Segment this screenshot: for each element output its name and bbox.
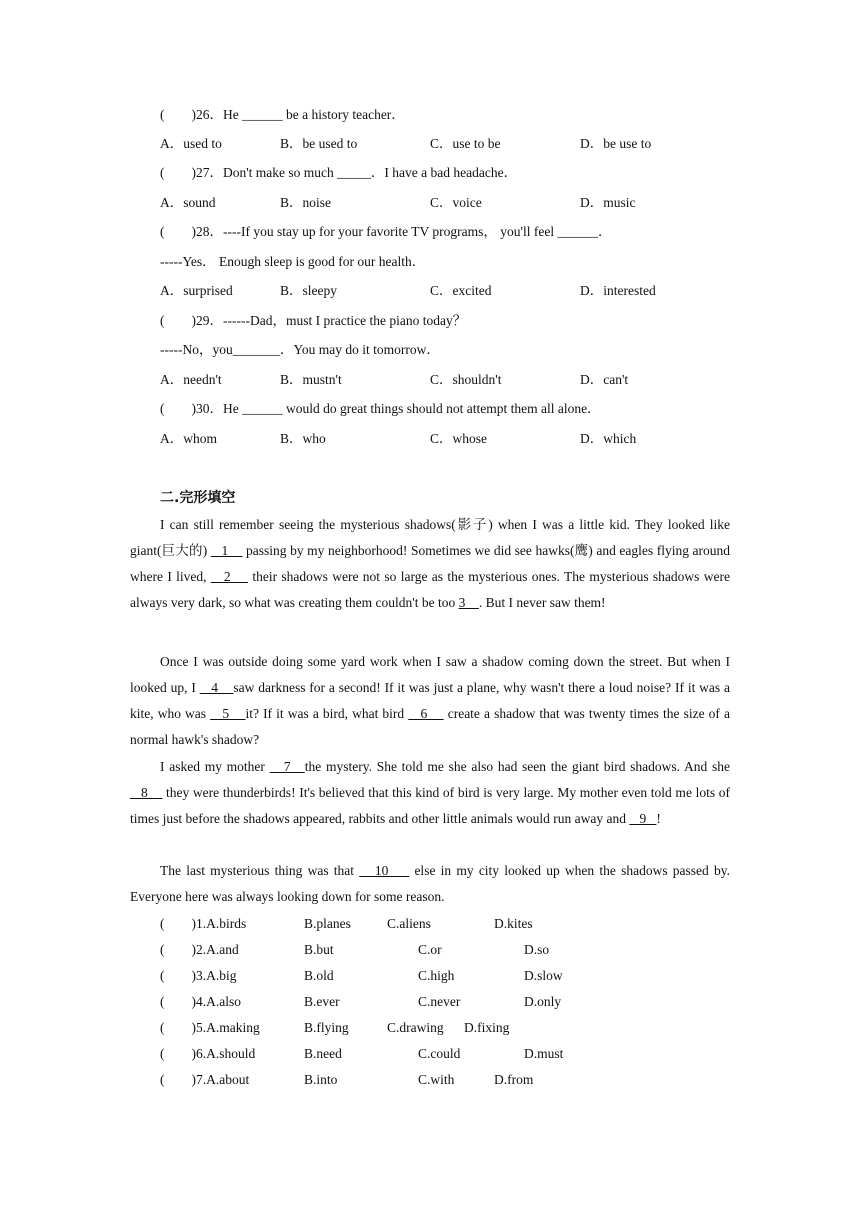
passage-text: passing by my neighborhood! Sometimes we did see hawks(鹰) and eagles flying around where I lived, xyxy=(130,543,730,584)
section-title: 二.完形填空 xyxy=(160,490,236,506)
cloze-3-option-b: B.old xyxy=(304,968,334,983)
cloze-4-option-d: D.only xyxy=(524,994,562,1009)
q28-option-a: A．surprised xyxy=(160,283,233,298)
passage-text: their shadows were not so large as the mysterious ones. The mysterious shadows were always very dark, so what was creating them couldn't be too xyxy=(130,569,730,610)
cloze-7-option-c: C.with xyxy=(418,1072,455,1087)
blank-2: 2 xyxy=(210,569,248,584)
cloze-1-option-a: ( )1.A.birds xyxy=(160,916,247,931)
passage-paragraph-1 xyxy=(130,512,730,616)
cloze-4-option-a: ( )4.A.also xyxy=(160,994,241,1009)
passage-text: else in my city looked up when the shadows passed by. Everyone here was always looking down for some reason. xyxy=(130,863,731,904)
blank-7: 7 xyxy=(269,759,305,774)
q27-option-a: A．sound xyxy=(160,195,216,210)
cloze-1-option-b: B.planes xyxy=(304,916,351,931)
question-29-stem: ( )29．------Dad，must I practice the piano today？ xyxy=(160,313,467,328)
question-27-stem: ( )27．Don't make so much _____．I have a bad headache． xyxy=(160,165,518,180)
blank-4: 4 xyxy=(199,680,234,695)
q27-option-c: C．voice xyxy=(430,195,482,210)
q28-option-b: B．sleepy xyxy=(280,283,337,298)
cloze-5-option-b: B.flying xyxy=(304,1020,349,1035)
cloze-2-option-d: D.so xyxy=(524,942,550,957)
q27-option-b: B．noise xyxy=(280,195,332,210)
cloze-6-option-a: ( )6.A.should xyxy=(160,1046,256,1061)
passage-text: I asked my mother xyxy=(160,759,270,774)
q30-option-a: A．whom xyxy=(160,431,217,446)
q29-option-a: A．needn't xyxy=(160,372,222,387)
blank-1: 1 xyxy=(210,543,243,558)
question-29-stem-reply: -----No，you_______．You may do it tomorrow． xyxy=(160,342,440,357)
cloze-2-option-a: ( )2.A.and xyxy=(160,942,239,957)
passage-text: ! xyxy=(656,811,661,826)
q26-option-d: D．be use to xyxy=(580,136,652,151)
cloze-1-option-c: C.aliens xyxy=(387,916,431,931)
passage-text: the mystery. She told me she also had seen the giant bird shadows. And she xyxy=(304,759,731,774)
cloze-6-option-d: D.must xyxy=(524,1046,564,1061)
cloze-3-option-d: D.slow xyxy=(524,968,563,983)
cloze-5-option-a: ( )5.A.making xyxy=(160,1020,260,1035)
q29-option-b: B．mustn't xyxy=(280,372,342,387)
cloze-3-option-c: C.high xyxy=(418,968,455,983)
passage-text: they were thunderbirds! It's believed that this kind of bird is very large. My mother even told me lots of times just before the shadows appeared, rabbits and other little animals would run away and xyxy=(130,785,731,826)
blank-6: 6 xyxy=(408,706,444,721)
passage-text: create a shadow that was twenty times the size of a normal hawk's shadow? xyxy=(130,706,730,747)
cloze-2-option-b: B.but xyxy=(304,942,334,957)
q26-option-a: A．used to xyxy=(160,136,222,151)
q27-option-d: D．music xyxy=(580,195,636,210)
passage-text: . But I never saw them! xyxy=(478,595,606,610)
cloze-7-option-b: B.into xyxy=(304,1072,338,1087)
passage-paragraph-3 xyxy=(130,754,730,832)
question-30-stem: ( )30．He ______ would do great things should not attempt them all alone． xyxy=(160,401,601,416)
q28-option-c: C．excited xyxy=(430,283,492,298)
cloze-3-option-a: ( )3.A.big xyxy=(160,968,237,983)
q29-option-c: C．shouldn't xyxy=(430,372,502,387)
cloze-7-option-d: D.from xyxy=(494,1072,534,1087)
passage-text: The last mysterious thing was that xyxy=(160,863,360,878)
cloze-6-option-c: C.could xyxy=(418,1046,461,1061)
passage-text: I can still remember seeing the mysterious shadows(影子) when I was a little kid. They looked like giant(巨大的) xyxy=(130,517,730,558)
cloze-1-option-d: D.kites xyxy=(494,916,533,931)
cloze-5-option-d: D.fixing xyxy=(464,1020,510,1035)
q28-option-d: D．interested xyxy=(580,283,656,298)
q30-option-d: D．which xyxy=(580,431,637,446)
cloze-2-option-c: C.or xyxy=(418,942,442,957)
passage-text: Once I was outside doing some yard work when I saw a shadow coming down the street. But when I looked up, I xyxy=(130,654,730,695)
blank-3: 3 xyxy=(458,595,479,610)
blank-9: 9 xyxy=(629,811,657,826)
q30-option-b: B．who xyxy=(280,431,326,446)
blank-8: 8 xyxy=(130,785,163,800)
cloze-5-option-c: C.drawing xyxy=(387,1020,444,1035)
blank-10: 10 xyxy=(359,863,410,878)
question-28-stem-reply: -----Yes． Enough sleep is good for our health． xyxy=(160,254,426,269)
q29-option-d: D．can't xyxy=(580,372,629,387)
question-28-stem: ( )28．----If you stay up for your favorite TV programs， you'll feel ______． xyxy=(160,224,612,239)
cloze-7-option-a: ( )7.A.about xyxy=(160,1072,250,1087)
q30-option-c: C．whose xyxy=(430,431,487,446)
q26-option-c: C．use to be xyxy=(430,136,501,151)
passage-paragraph-4 xyxy=(130,858,730,910)
passage-paragraph-2 xyxy=(130,649,730,753)
question-26-stem: ( )26．He ______ be a history teacher． xyxy=(160,107,405,122)
passage-text: saw darkness for a second! If it was just a plane, why wasn't there a loud noise? If it was a kite, who was xyxy=(130,680,731,721)
cloze-6-option-b: B.need xyxy=(304,1046,342,1061)
passage-text: it? If it was a bird, what bird xyxy=(245,706,409,721)
cloze-4-option-c: C.never xyxy=(418,994,461,1009)
blank-5: 5 xyxy=(210,706,246,721)
q26-option-b: B．be used to xyxy=(280,136,358,151)
cloze-4-option-b: B.ever xyxy=(304,994,340,1009)
